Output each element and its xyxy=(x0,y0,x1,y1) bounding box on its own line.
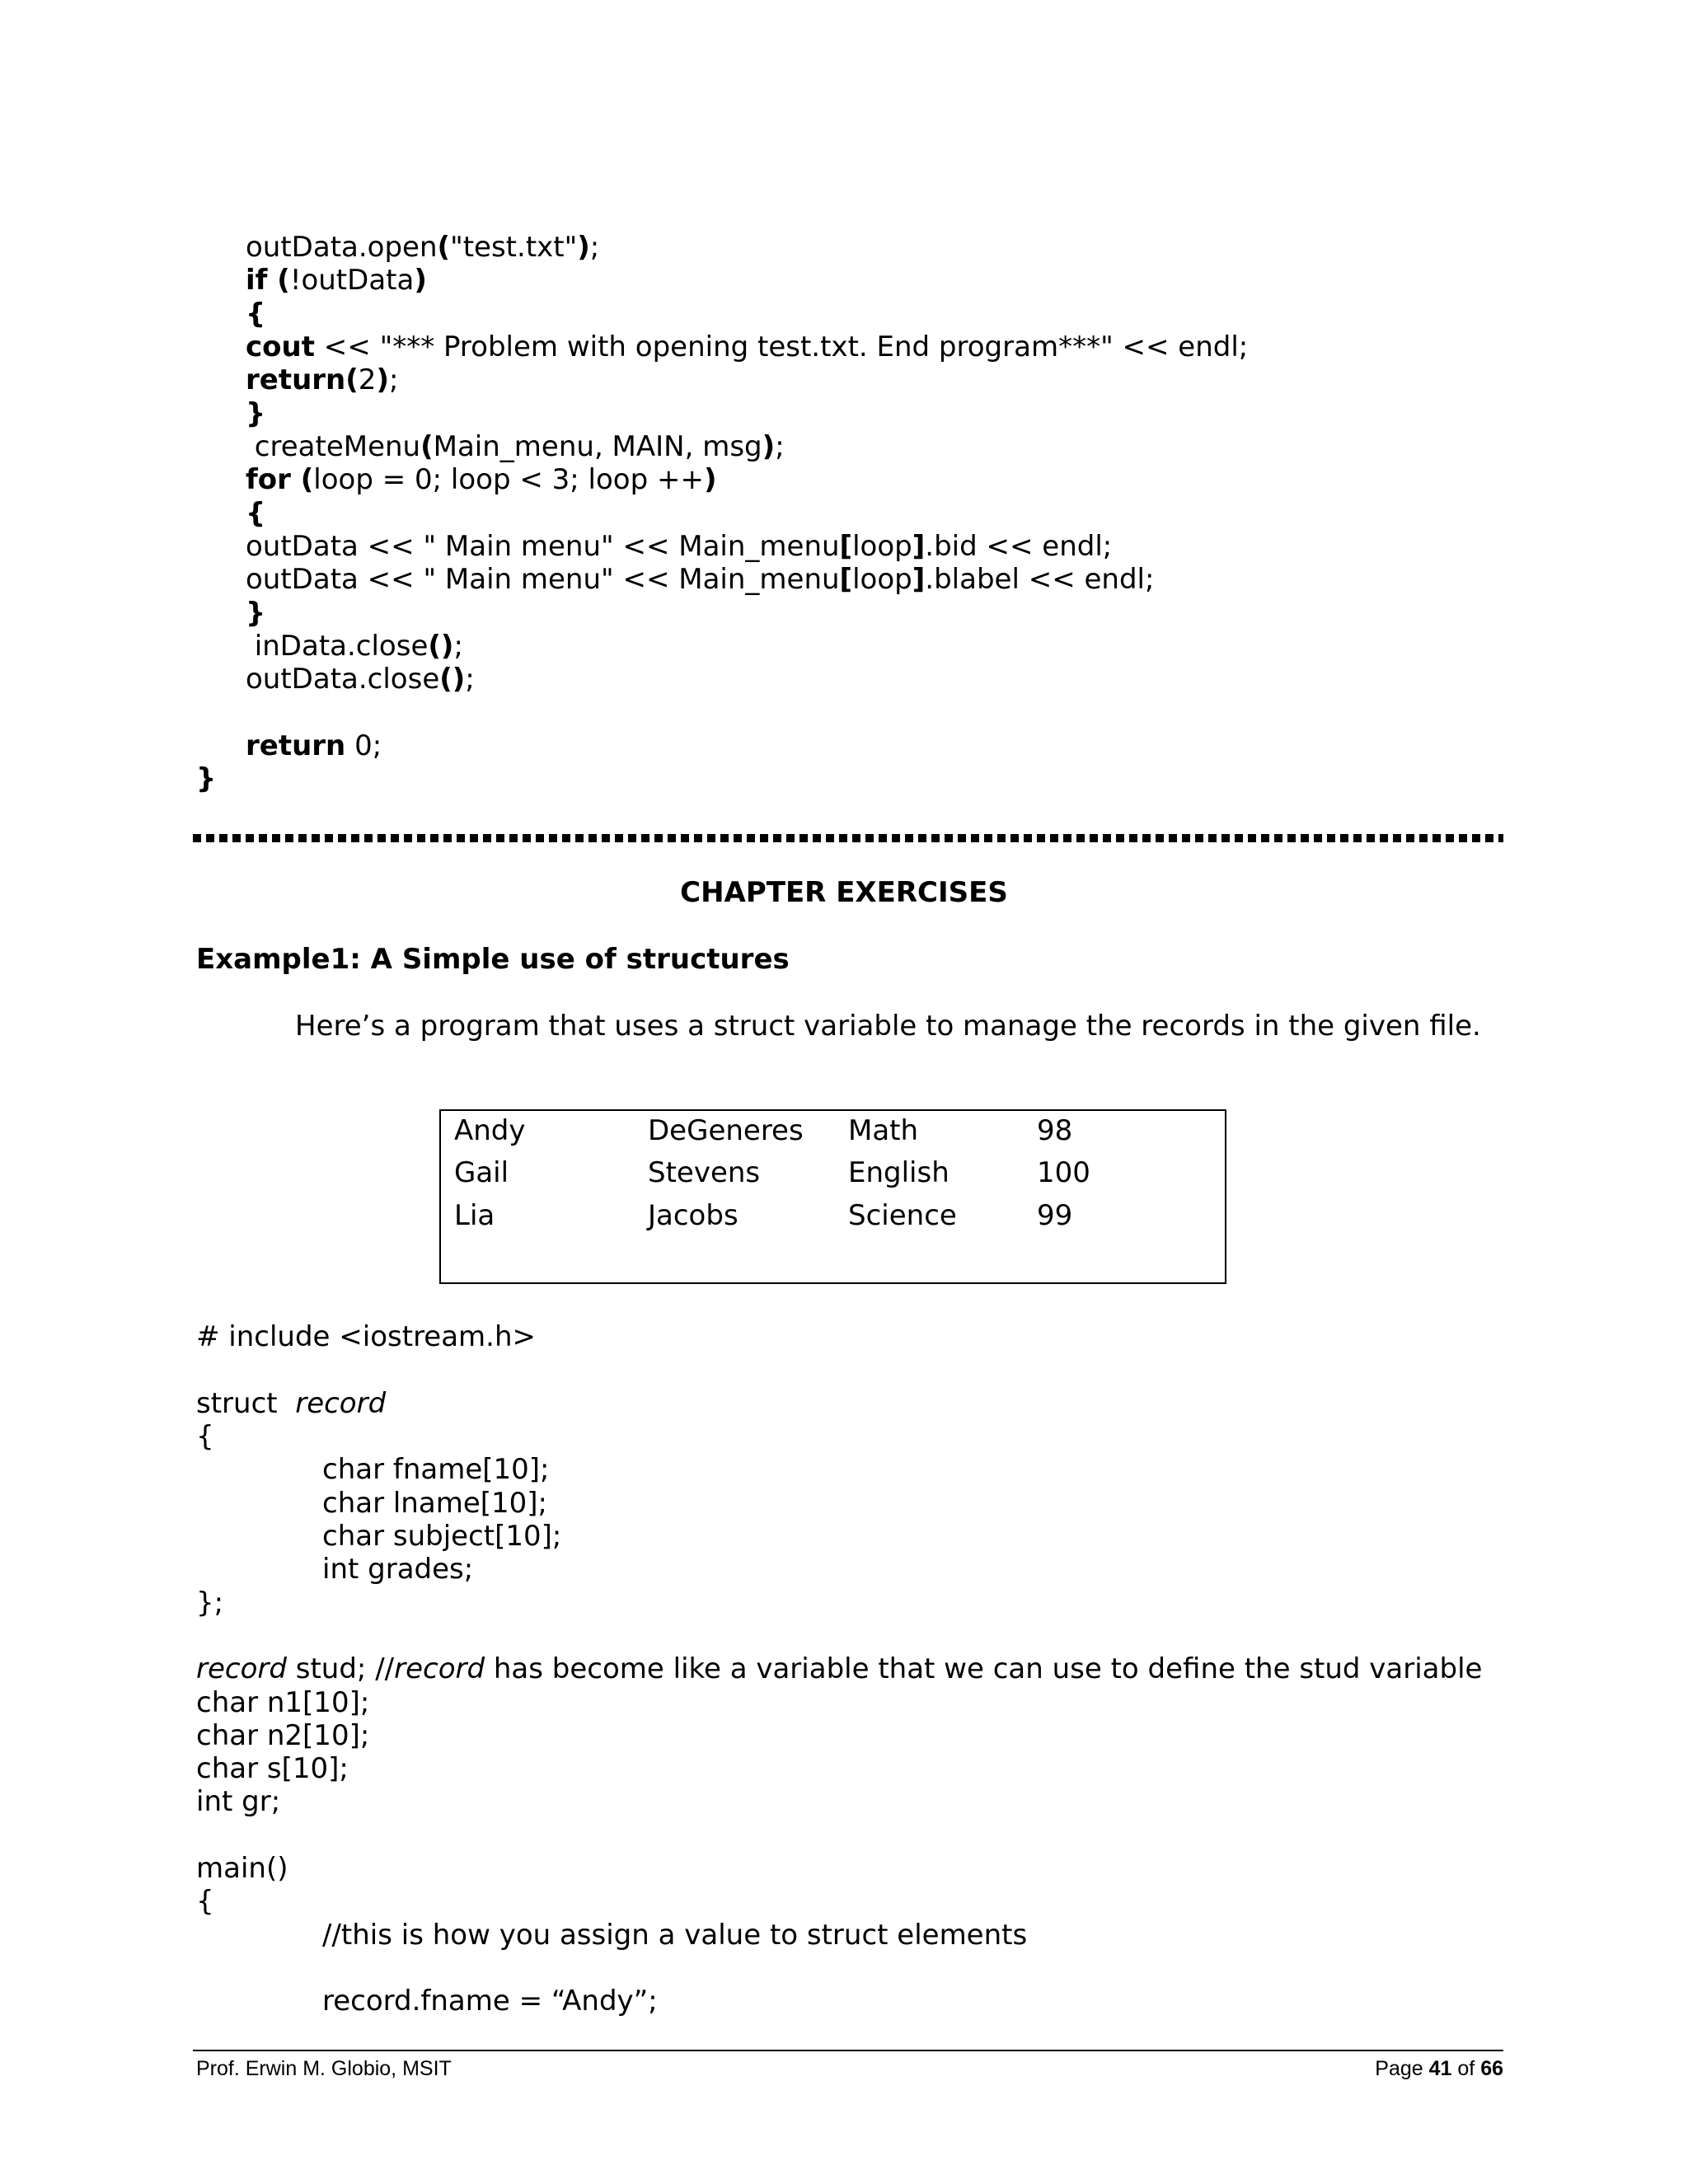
code-line: int grades; xyxy=(322,1553,474,1586)
record-subject: English xyxy=(848,1156,950,1189)
code-line: createMenu(Main_menu, MAIN, msg); xyxy=(246,430,785,463)
code-line: char lname[10]; xyxy=(322,1487,547,1520)
record-grade: 98 xyxy=(1037,1114,1073,1147)
code-comment: //this is how you assign a value to struct elements xyxy=(322,1919,1028,1952)
code-line: char s[10]; xyxy=(196,1752,349,1785)
code-line: for (loop = 0; loop < 3; loop ++) xyxy=(246,463,717,496)
code-line: { xyxy=(246,497,266,530)
code-line: { xyxy=(196,1885,214,1918)
record-lname: Jacobs xyxy=(648,1199,738,1232)
record-lname: DeGeneres xyxy=(648,1114,804,1147)
code-line: cout << "*** Problem with opening test.txt. End program***" << endl; xyxy=(246,330,1249,363)
code-line: record stud; //record has become like a variable that we can use to define the stud variable xyxy=(196,1652,1483,1685)
code-line: int gr; xyxy=(196,1785,281,1818)
record-grade: 99 xyxy=(1037,1199,1073,1232)
records-file-box xyxy=(439,1109,1226,1284)
footer-rule xyxy=(193,2050,1503,2051)
code-line: } xyxy=(246,597,266,630)
record-fname: Gail xyxy=(454,1156,509,1189)
code-line: char subject[10]; xyxy=(322,1520,562,1553)
intro-paragraph: Here’s a program that uses a struct variable to manage the records in the given file. xyxy=(295,1010,1481,1043)
record-subject: Math xyxy=(848,1114,919,1147)
section-separator xyxy=(193,834,1503,842)
code-line: } xyxy=(196,762,217,795)
code-line: return 0; xyxy=(246,729,382,762)
code-line: }; xyxy=(196,1586,224,1619)
code-line: } xyxy=(246,397,266,430)
record-grade: 100 xyxy=(1037,1156,1090,1189)
code-line: char fname[10]; xyxy=(322,1453,550,1486)
example-heading: Example1: A Simple use of structures xyxy=(196,943,790,976)
record-fname: Lia xyxy=(454,1199,495,1232)
code-line: char n2[10]; xyxy=(196,1719,370,1752)
code-line: struct record xyxy=(196,1387,387,1420)
code-line: main() xyxy=(196,1852,288,1885)
record-subject: Science xyxy=(848,1199,957,1232)
chapter-heading: CHAPTER EXERCISES xyxy=(680,876,1008,909)
code-line: char n1[10]; xyxy=(196,1686,370,1719)
code-line: outData << " Main menu" << Main_menu[loop].blabel << endl; xyxy=(246,563,1155,596)
code-line: { xyxy=(196,1420,214,1453)
footer-page-number: Page 41 of 66 xyxy=(1375,2057,1503,2080)
code-line: { xyxy=(246,298,266,330)
record-lname: Stevens xyxy=(648,1156,761,1189)
code-line: return(2); xyxy=(246,363,399,396)
record-fname: Andy xyxy=(454,1114,526,1147)
code-line: outData.close(); xyxy=(246,663,475,696)
code-line: record.fname = “Andy”; xyxy=(322,1985,658,2018)
code-line: outData.open("test.txt"); xyxy=(246,231,600,264)
footer-author: Prof. Erwin M. Globio, MSIT xyxy=(196,2057,452,2080)
code-line: outData << " Main menu" << Main_menu[loop].bid << endl; xyxy=(246,530,1113,563)
code-line: inData.close(); xyxy=(246,630,463,663)
code-line: if (!outData) xyxy=(246,264,427,297)
code-line: # include <iostream.h> xyxy=(196,1320,537,1353)
